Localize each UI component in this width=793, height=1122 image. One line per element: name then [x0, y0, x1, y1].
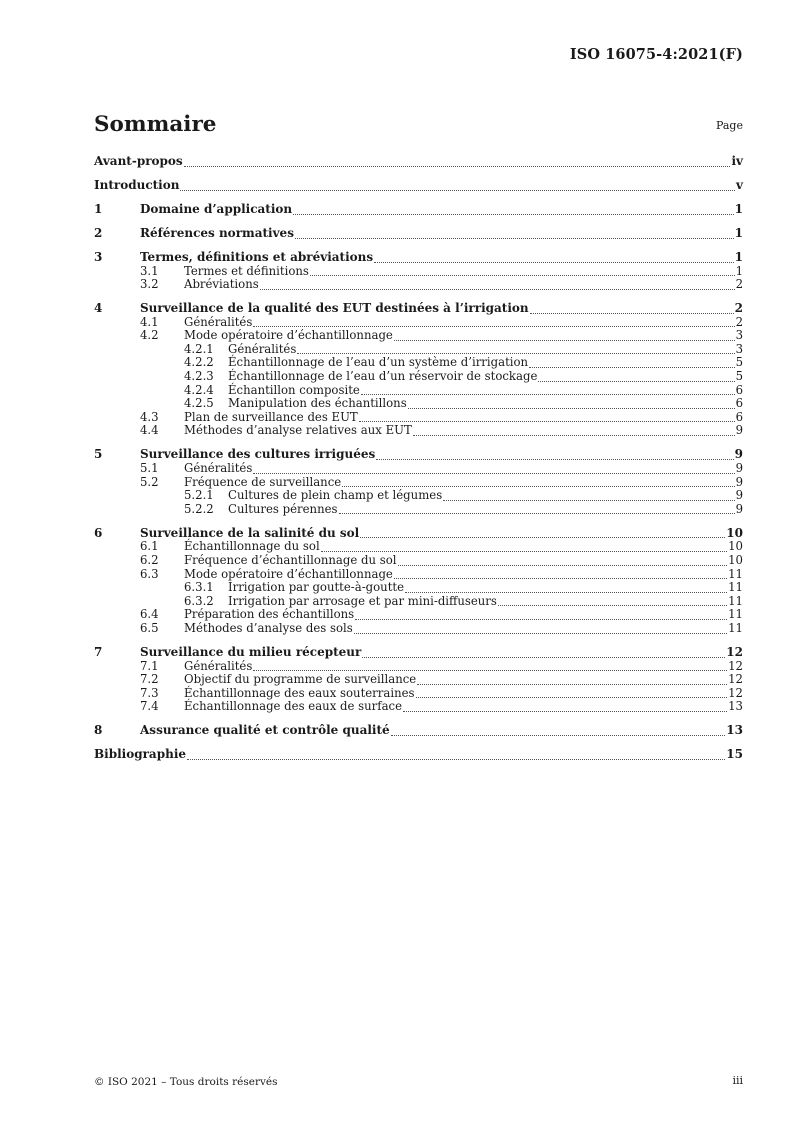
- toc-entry-number: 7.4: [140, 699, 159, 714]
- toc-dot-leader: [391, 734, 726, 736]
- toc-entry[interactable]: [94, 302, 743, 316]
- toc-entry[interactable]: [94, 343, 743, 357]
- toc-entry-number: 1: [94, 201, 103, 216]
- toc-entry-label: Méthodes d’analyse relatives aux EUT: [184, 423, 412, 438]
- toc-dot-leader: [253, 669, 727, 671]
- toc-entry-page: 9: [735, 461, 743, 476]
- toc-entry-page: 3: [735, 328, 743, 343]
- toc-entry[interactable]: [94, 646, 743, 660]
- toc-entry-page: 1: [734, 201, 743, 216]
- toc-entry-page: 11: [728, 593, 743, 608]
- toc-entry[interactable]: [94, 540, 743, 554]
- toc-entry[interactable]: [94, 700, 743, 714]
- toc-entry-number: 6.4: [140, 607, 159, 622]
- toc-dot-leader: [359, 420, 735, 422]
- toc-entry-label: Surveillance des cultures irriguées: [140, 447, 376, 462]
- toc-entry-label: Manipulation des échantillons: [228, 396, 407, 411]
- toc-entry-label: Échantillonnage de l’eau d’un réservoir de stockage: [228, 369, 538, 384]
- toc-dot-leader: [361, 393, 735, 395]
- toc-entry-page: 9: [735, 488, 743, 503]
- toc-entry-number: 3.1: [140, 263, 159, 278]
- toc-entry[interactable]: [94, 660, 743, 674]
- toc-entry-number: 5.2: [140, 474, 159, 489]
- toc-entry-page: 1: [735, 263, 743, 278]
- toc-dot-leader: [253, 325, 734, 327]
- toc-entry-page: 6: [735, 382, 743, 397]
- toc-entry-number: 7.3: [140, 685, 159, 700]
- toc-dot-leader: [530, 312, 734, 314]
- toc-entry[interactable]: [94, 227, 743, 241]
- toc-entry-label: Mode opératoire d’échantillonnage: [184, 566, 393, 581]
- toc-dot-leader: [403, 710, 727, 712]
- toc-dot-leader: [253, 472, 734, 474]
- toc-entry-label: Bibliographie: [94, 747, 187, 762]
- toc-entry-label: Échantillonnage de l’eau d’un système d’irrigation: [228, 355, 529, 370]
- toc-dot-leader: [362, 656, 725, 658]
- toc-dot-leader: [354, 632, 727, 634]
- toc-entry-number: 4: [94, 301, 103, 316]
- toc-dot-leader: [538, 380, 734, 382]
- toc-entry[interactable]: [94, 316, 743, 330]
- toc-entry-number: 4.2.1: [184, 341, 214, 356]
- toc-entry-number: 6: [94, 525, 103, 540]
- toc-entry-label: Abréviations: [184, 277, 259, 292]
- toc-entry-number: 4.3: [140, 409, 159, 424]
- toc-entry-page: 2: [735, 277, 743, 292]
- toc-entry-page: 2: [734, 301, 743, 316]
- toc-title: Sommaire: [94, 112, 217, 137]
- toc-entry-number: 6.3: [140, 566, 159, 581]
- toc-entry-page: 12: [728, 658, 743, 673]
- toc-entry[interactable]: [94, 724, 743, 738]
- toc-entry-label: Mode opératoire d’échantillonnage: [184, 328, 393, 343]
- toc-entry-page: 12: [726, 644, 743, 659]
- toc-dot-leader: [184, 165, 731, 167]
- toc-entry-page: 10: [728, 539, 743, 554]
- toc-entry[interactable]: [94, 568, 743, 582]
- toc-entry-number: 6.2: [140, 552, 159, 567]
- toc-entry-page: 9: [735, 501, 743, 516]
- toc-entry[interactable]: [94, 608, 743, 622]
- toc-entry-label: Échantillonnage du sol: [184, 539, 320, 554]
- toc-entry-label: Généralités: [184, 461, 253, 476]
- toc-entry[interactable]: [94, 476, 743, 490]
- toc-entry-number: 5.2.2: [184, 501, 214, 516]
- toc-entry-number: 6.5: [140, 620, 159, 635]
- toc-entry-number: 3.2: [140, 277, 159, 292]
- toc-entry[interactable]: [94, 384, 743, 398]
- toc-entry-label: Échantillonnage des eaux de surface: [184, 699, 402, 714]
- toc-entry[interactable]: [94, 278, 743, 292]
- toc-entry-page: 11: [728, 580, 743, 595]
- toc-dot-leader: [529, 366, 734, 368]
- toc-entry-number: 8: [94, 723, 103, 738]
- toc-entry-number: 2: [94, 225, 103, 240]
- toc-entry[interactable]: [94, 581, 743, 595]
- toc-entry-page: 11: [728, 607, 743, 622]
- toc-dot-leader: [342, 485, 734, 487]
- toc-entry[interactable]: [94, 329, 743, 343]
- toc-entry[interactable]: [94, 673, 743, 687]
- toc-entry-number: 4.2.5: [184, 396, 214, 411]
- toc-dot-leader: [394, 339, 735, 341]
- toc-dot-leader: [360, 536, 725, 538]
- toc-entry[interactable]: [94, 527, 743, 541]
- toc-dot-leader: [416, 696, 728, 698]
- toc-dot-leader: [297, 352, 734, 354]
- toc-entry-label: Irrigation par goutte-à-goutte: [228, 580, 405, 595]
- toc-entry-page: 13: [726, 723, 743, 738]
- toc-entry-label: Généralités: [228, 341, 297, 356]
- table-of-contents: [94, 155, 743, 762]
- toc-dot-leader: [398, 564, 728, 566]
- toc-entry-label: Préparation des échantillons: [184, 607, 355, 622]
- toc-entry[interactable]: [94, 265, 743, 279]
- toc-entry-number: 4.2: [140, 328, 159, 343]
- toc-entry-label: Domaine d’application: [140, 201, 293, 216]
- toc-dot-leader: [498, 604, 727, 606]
- toc-entry[interactable]: [94, 489, 743, 503]
- toc-entry-label: Échantillonnage des eaux souterraines: [184, 685, 415, 700]
- toc-entry-label: Références normatives: [140, 225, 294, 240]
- toc-dot-leader: [408, 407, 735, 409]
- toc-entry-page: 11: [728, 620, 743, 635]
- toc-entry-label: Surveillance du milieu récepteur: [140, 644, 362, 659]
- toc-entry-label: Généralités: [184, 314, 253, 329]
- toc-entry-page: 1: [734, 225, 743, 240]
- toc-entry-label: Cultures pérennes: [228, 501, 338, 516]
- page-column-label: Page: [715, 119, 743, 132]
- toc-dot-leader: [394, 577, 727, 579]
- toc-entry-page: 9: [735, 474, 743, 489]
- toc-entry[interactable]: [94, 179, 743, 193]
- toc-entry-label: Surveillance de la salinité du sol: [140, 525, 360, 540]
- toc-entry-label: Assurance qualité et contrôle qualité: [140, 723, 390, 738]
- toc-entry-page: 13: [728, 699, 743, 714]
- toc-dot-leader: [355, 618, 727, 620]
- toc-entry[interactable]: [94, 251, 743, 265]
- toc-entry-label: Fréquence d’échantillonnage du sol: [184, 552, 397, 567]
- toc-entry-number: 6.1: [140, 539, 159, 554]
- toc-entry[interactable]: [94, 554, 743, 568]
- toc-entry[interactable]: [94, 397, 743, 411]
- toc-entry-label: Échantillon composite: [228, 382, 360, 397]
- toc-entry[interactable]: [94, 595, 743, 609]
- toc-entry-label: Fréquence de surveillance: [184, 474, 342, 489]
- toc-entry-page: 5: [735, 355, 743, 370]
- toc-entry-number: 7.1: [140, 658, 159, 673]
- toc-entry-page: v: [736, 177, 743, 192]
- toc-dot-leader: [295, 237, 734, 239]
- document-reference: ISO 16075-4:2021(F): [569, 46, 743, 63]
- toc-entry-page: 11: [728, 566, 743, 581]
- toc-entry-page: 10: [726, 525, 743, 540]
- toc-entry-number: 7.2: [140, 672, 159, 687]
- toc-entry-label: Plan de surveillance des EUT: [184, 409, 358, 424]
- toc-entry-label: Introduction: [94, 177, 180, 192]
- toc-dot-leader: [293, 213, 734, 215]
- toc-entry-page: 12: [728, 672, 743, 687]
- toc-entry-label: Méthodes d’analyse des sols: [184, 620, 353, 635]
- toc-entry[interactable]: [94, 411, 743, 425]
- toc-entry-number: 4.2.3: [184, 369, 214, 384]
- toc-dot-leader: [310, 274, 735, 276]
- toc-entry-number: 4.1: [140, 314, 159, 329]
- toc-entry-page: 6: [735, 409, 743, 424]
- toc-dot-leader: [405, 591, 727, 593]
- toc-entry[interactable]: [94, 356, 743, 370]
- toc-dot-leader: [187, 758, 725, 760]
- toc-entry[interactable]: [94, 155, 743, 169]
- toc-entry-page: 2: [735, 314, 743, 329]
- toc-entry-label: Termes et définitions: [184, 263, 309, 278]
- page-number: iii: [732, 1074, 743, 1087]
- toc-entry-page: 10: [728, 552, 743, 567]
- toc-entry[interactable]: [94, 622, 743, 636]
- toc-entry[interactable]: [94, 370, 743, 384]
- toc-entry-number: 6.3.2: [184, 593, 214, 608]
- toc-entry-page: 5: [735, 369, 743, 384]
- toc-dot-leader: [339, 512, 735, 514]
- toc-entry-label: Avant-propos: [94, 154, 183, 168]
- toc-dot-leader: [260, 288, 735, 290]
- toc-dot-leader: [374, 261, 734, 263]
- toc-dot-leader: [180, 189, 735, 191]
- toc-dot-leader: [321, 550, 727, 552]
- toc-entry-page: iv: [731, 154, 743, 168]
- toc-entry-label: Irrigation par arrosage et par mini-diffuseurs: [228, 593, 497, 608]
- toc-entry[interactable]: [94, 448, 743, 462]
- toc-entry-number: 5.2.1: [184, 488, 214, 503]
- toc-entry-number: 6.3.1: [184, 580, 214, 595]
- toc-entry-page: 3: [735, 341, 743, 356]
- toc-dot-leader: [376, 458, 733, 460]
- toc-entry-number: 5: [94, 447, 103, 462]
- toc-entry-page: 1: [734, 249, 743, 264]
- toc-entry-page: 15: [726, 747, 743, 762]
- copyright-notice: © ISO 2021 – Tous droits réservés: [94, 1076, 278, 1088]
- toc-entry[interactable]: [94, 748, 743, 762]
- toc-entry-label: Termes, définitions et abréviations: [140, 249, 374, 264]
- toc-entry[interactable]: [94, 462, 743, 476]
- toc-entry[interactable]: [94, 687, 743, 701]
- toc-entry-number: 4.2.4: [184, 382, 214, 397]
- toc-dot-leader: [443, 499, 734, 501]
- toc-entry[interactable]: [94, 424, 743, 438]
- toc-entry-label: Surveillance de la qualité des EUT destinées à l’irrigation: [140, 301, 529, 316]
- toc-dot-leader: [413, 434, 735, 436]
- toc-entry-page: 9: [734, 447, 743, 462]
- toc-entry-label: Cultures de plein champ et légumes: [228, 488, 443, 503]
- toc-entry-number: 7: [94, 644, 103, 659]
- toc-entry-number: 4.2.2: [184, 355, 214, 370]
- toc-entry-number: 5.1: [140, 461, 159, 476]
- toc-entry-page: 6: [735, 396, 743, 411]
- toc-entry-number: 3: [94, 249, 103, 264]
- toc-entry-page: 12: [728, 685, 743, 700]
- toc-entry-label: Objectif du programme de surveillance: [184, 672, 417, 687]
- toc-entry-page: 9: [735, 423, 743, 438]
- toc-dot-leader: [417, 683, 727, 685]
- toc-entry-label: Généralités: [184, 658, 253, 673]
- toc-entry[interactable]: [94, 203, 743, 217]
- toc-entry-number: 4.4: [140, 423, 159, 438]
- toc-entry[interactable]: [94, 503, 743, 517]
